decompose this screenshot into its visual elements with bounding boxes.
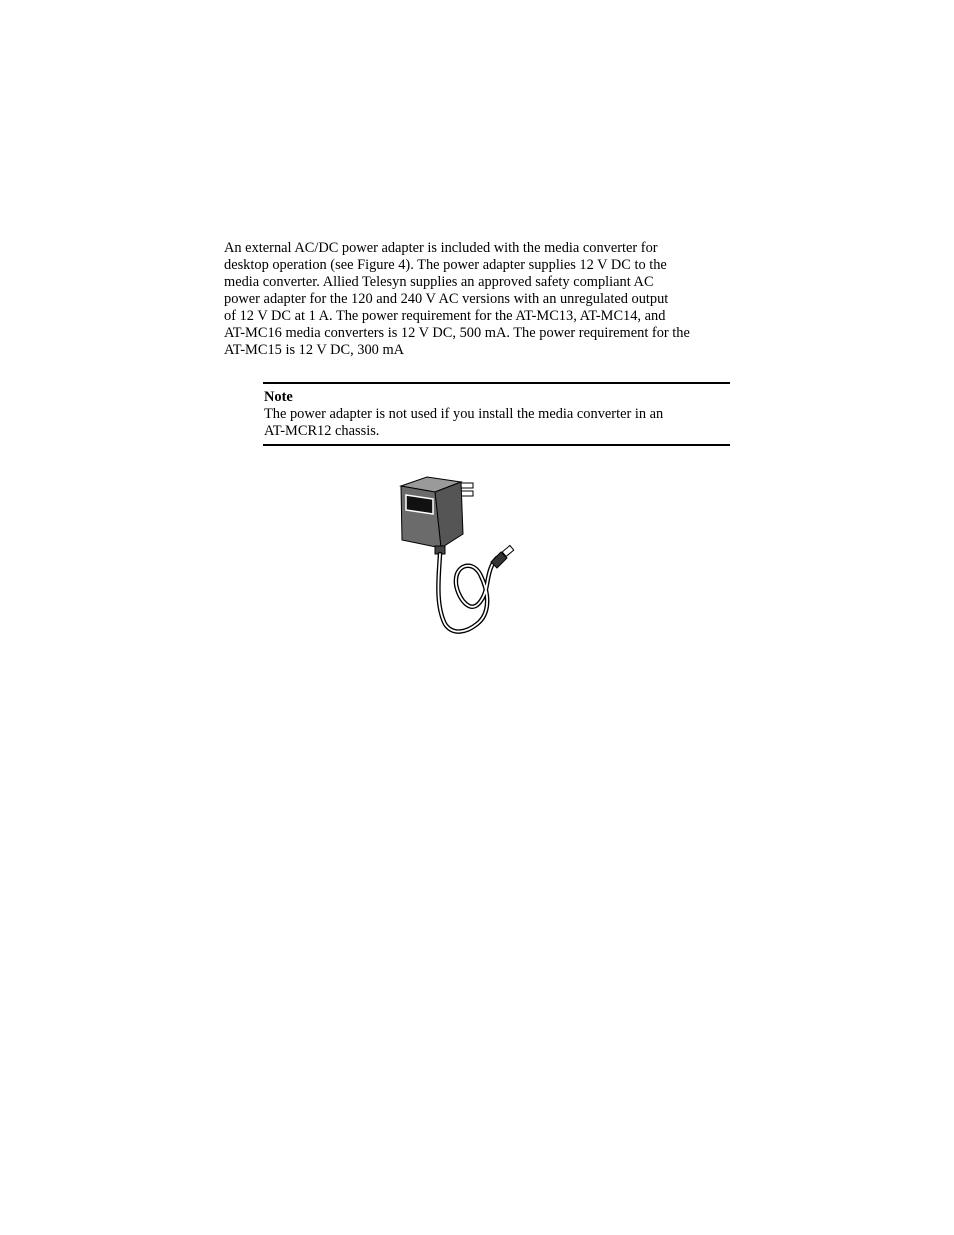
note-line: The power adapter is not used if you install the media converter in an: [264, 406, 664, 422]
paragraph-line: power adapter for the 120 and 240 V AC versions with an unregulated output: [224, 291, 669, 307]
paragraph-line: of 12 V DC at 1 A. The power requirement for the AT-MC13, AT-MC14, and: [224, 308, 666, 324]
paragraph-line: AT-MC15 is 12 V DC, 300 mA: [224, 342, 405, 358]
body-paragraph: [224, 240, 734, 359]
paragraph-line: media converter. Allied Telesyn supplies an approved safety compliant AC: [224, 274, 654, 290]
paragraph-line: desktop operation (see Figure 4). The power adapter supplies 12 V DC to the: [224, 257, 667, 273]
power-adapter-figure: [395, 474, 525, 634]
note-line: AT-MCR12 chassis.: [264, 423, 380, 439]
power-adapter-icon: [395, 474, 525, 634]
paragraph-line: AT-MC16 media converters is 12 V DC, 500 mA. The power requirement for the: [224, 325, 690, 341]
note-title: Note: [264, 389, 293, 405]
note-box: [263, 382, 730, 446]
paragraph-line: An external AC/DC power adapter is included with the media converter for: [224, 240, 658, 256]
